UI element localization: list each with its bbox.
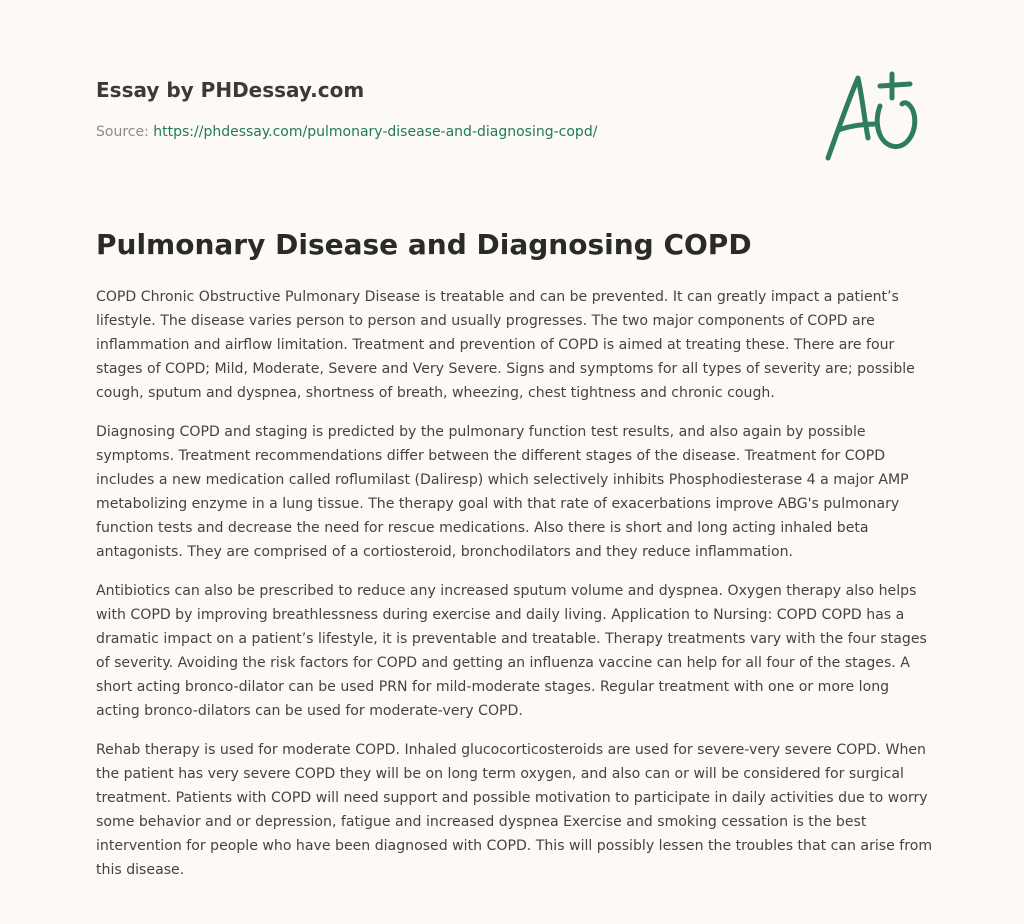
essay-paragraph: Antibiotics can also be prescribed to reduce any increased sputum volume and dyspnea. Oxygen therapy also helps with COPD by improving breathlessness during exercise and daily living. Application to Nursing: COPD COPD has a dramatic impact on a patient’s lifestyle, it is preventable and treatable. Therapy treatments vary with the four stages of severity. Avoiding the risk factors for COPD and getting an influenza vaccine can help for all four of the stages. A short acting bronco-dilator can be used PRN for mild-moderate stages. Regular treatment with one or more long acting bronco-dilators can be used for moderate-very COPD. (96, 583, 927, 719)
essay-paragraph: Diagnosing COPD and staging is predicted by the pulmonary function test results, and also again by possible symptoms. Treatment recommendations differ between the different stages of the disease. Treatment for COPD includes a new medication called roflumilast (Daliresp) which selectively inhibits Phosphodiesterase 4 a major AMP metabolizing enzyme in a lung tissue. The therapy goal with that rate of exacerbations improve ABG's pulmonary function tests and decrease the need for rescue medications. Also there is short and long acting inhaled beta antagonists. They are comprised of a cortiosteroid, bronchodilators and they reduce inflammation. (96, 424, 909, 560)
site-title: Essay by PHDessay.com (96, 78, 365, 102)
essay-paragraph: Rehab therapy is used for moderate COPD. Inhaled glucocorticosteroids are used for severe-very severe COPD. When the patient has very severe COPD they will be on long term oxygen, and also can or will be considered for surgical treatment. Patients with COPD will need support and possible motivation to participate in daily activities due to worry some behavior and or depression, fatigue and increased dyspnea Exercise and smoking cessation is the best intervention for people who have been diagnosed with COPD. This will possibly lessen the troubles that can arise from this disease. (96, 742, 933, 878)
essay-paragraph: COPD Chronic Obstructive Pulmonary Disease is treatable and can be prevented. It can greatly impact a patient’s lifestyle. The disease varies person to person and usually progresses. The two major components of COPD are inflammation and airflow limitation. Treatment and prevention of COPD is aimed at treating these. There are four stages of COPD; Mild, Moderate, Severe and Very Severe. Signs and symptoms for all types of severity are; possible cough, sputum and dyspnea, shortness of breath, wheezing, chest tightness and chronic cough. (96, 289, 915, 401)
essay-title: Pulmonary Disease and Diagnosing COPD (96, 228, 752, 261)
source-label: Source: (96, 124, 149, 140)
source-line (96, 122, 796, 142)
essay-body (96, 285, 934, 897)
a-plus-grade-icon (818, 66, 928, 166)
page-header (96, 76, 796, 142)
source-link[interactable]: https://phdessay.com/pulmonary-disease-and-diagnosing-copd/ (153, 124, 598, 140)
